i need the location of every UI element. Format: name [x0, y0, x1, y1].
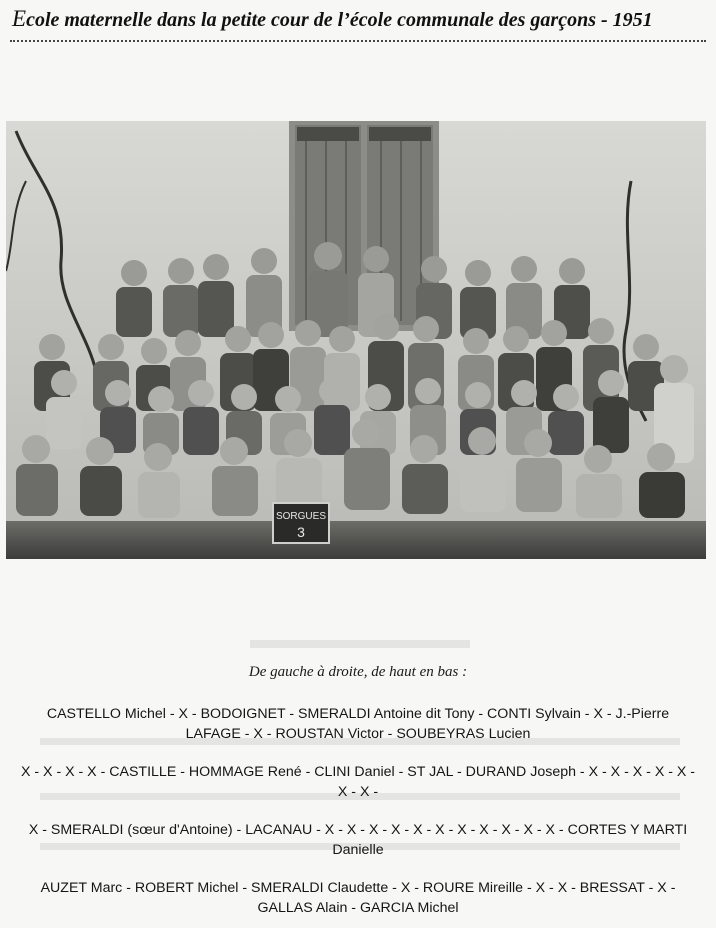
- names-row-1: CASTELLO Michel - X - BODOIGNET - SMERALDI Antoine dit Tony - CONTI Sylvain - X - J.-Pierre LAFAGE - X - ROUSTAN Victor - SOUBEYRAS Lucien: [46, 706, 670, 742]
- class-photograph: [6, 121, 706, 559]
- page-title-initial: E: [12, 6, 27, 31]
- sign-class-number: 3: [297, 524, 305, 540]
- names-row-4: AUZET Marc - ROBERT Michel - SMERALDI Claudette - X - ROURE Mireille - X - X - BRESSAT - X - GALLAS Alain - GARCIA Michel: [40, 880, 676, 916]
- caption-heading: De gauche à droite, de haut en bas :: [248, 664, 468, 680]
- class-slate-sign: [273, 503, 329, 543]
- names-row-2: X - X - X - X - CASTILLE - HOMMAGE René - CLINI Daniel - ST JAL - DURAND Joseph - X - X - X - X - X - X - X -: [20, 764, 696, 800]
- title-divider: [10, 40, 706, 42]
- photo-scene: [6, 121, 706, 559]
- names-row-3: X - SMERALDI (sœur d'Antoine) - LACANAU - X - X - X - X - X - X - X - X - X - X - X - CORTES Y MARTI Danielle: [28, 822, 688, 858]
- page-title-text: cole maternelle dans la petite cour de l’école communale des garçons - 1951: [26, 9, 653, 31]
- courtyard-ground: [6, 521, 706, 559]
- page-title: [12, 6, 702, 32]
- sign-school-name: SORGUES: [275, 511, 327, 522]
